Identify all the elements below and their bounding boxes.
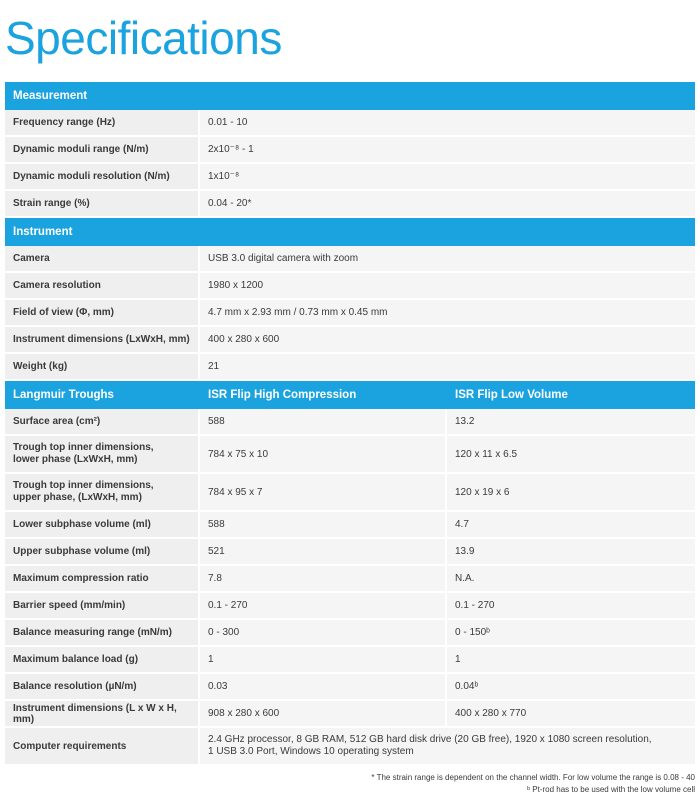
section-header-troughs [5, 381, 695, 409]
table-row [5, 620, 695, 647]
table-row [5, 539, 695, 566]
table-row [5, 191, 695, 218]
row-label: Strain range (%) [5, 191, 200, 216]
row-value-high-compression: 0 - 300 [200, 620, 447, 645]
section-title: Measurement [13, 90, 88, 102]
row-value-high-compression: 784 x 75 x 10 [200, 436, 447, 472]
table-row [5, 436, 695, 474]
row-value-high-compression: 0.03 [200, 674, 447, 699]
row-label: Maximum compression ratio [5, 566, 200, 591]
table-row [5, 273, 695, 300]
row-value: USB 3.0 digital camera with zoom [200, 246, 695, 271]
row-value-high-compression: 588 [200, 512, 447, 537]
column-header-high-compression: ISR Flip High Compression [208, 389, 357, 401]
table-row [5, 728, 695, 766]
row-value: 2x10⁻⁸ - 1 [200, 137, 695, 162]
row-value-low-volume: 120 x 11 x 6.5 [447, 436, 695, 472]
row-value-high-compression: 784 x 95 x 7 [200, 474, 447, 510]
table-row [5, 354, 695, 381]
table-row [5, 409, 695, 436]
row-value: 1x10⁻⁸ [200, 164, 695, 189]
table-row [5, 164, 695, 191]
row-value-high-compression: 7.8 [200, 566, 447, 591]
table-row [5, 593, 695, 620]
row-value: 2.4 GHz processor, 8 GB RAM, 512 GB hard disk drive (20 GB free), 1920 x 1080 screen resolution, 1 USB 3.0 Port, Windows 10 operating system [200, 728, 695, 764]
specifications-table [5, 82, 695, 766]
table-row [5, 137, 695, 164]
footnote-strain-range: * The strain range is dependent on the channel width. For low volume the range is 0.08 - 40 [371, 773, 695, 782]
row-label: Dynamic moduli range (N/m) [5, 137, 200, 162]
row-label: Trough top inner dimensions, lower phase (LxWxH, mm) [5, 436, 200, 472]
row-value-low-volume: 0 - 150ᵇ [447, 620, 695, 645]
section-header-measurement [5, 82, 695, 110]
row-value-low-volume: 120 x 19 x 6 [447, 474, 695, 510]
table-row [5, 327, 695, 354]
row-value: 21 [200, 354, 695, 379]
row-value-high-compression: 588 [200, 409, 447, 434]
row-value-low-volume: 400 x 280 x 770 [447, 701, 695, 726]
row-label: Balance resolution (µN/m) [5, 674, 200, 699]
row-label: Lower subphase volume (ml) [5, 512, 200, 537]
column-header-low-volume: ISR Flip Low Volume [455, 389, 568, 401]
row-label: Surface area (cm²) [5, 409, 200, 434]
row-value: 0.04 - 20* [200, 191, 695, 216]
table-row [5, 512, 695, 539]
row-label: Instrument dimensions (L x W x H, mm) [5, 701, 200, 726]
row-value-low-volume: N.A. [447, 566, 695, 591]
page-title: Specifications [5, 12, 282, 64]
row-label: Frequency range (Hz) [5, 110, 200, 135]
row-label: Barrier speed (mm/min) [5, 593, 200, 618]
row-value: 4.7 mm x 2.93 mm / 0.73 mm x 0.45 mm [200, 300, 695, 325]
row-value-high-compression: 1 [200, 647, 447, 672]
section-header-instrument [5, 218, 695, 246]
table-row [5, 566, 695, 593]
row-value-low-volume: 0.04ᵇ [447, 674, 695, 699]
row-value-high-compression: 0.1 - 270 [200, 593, 447, 618]
row-label: Balance measuring range (mN/m) [5, 620, 200, 645]
row-label: Camera [5, 246, 200, 271]
table-row [5, 110, 695, 137]
row-value-high-compression: 521 [200, 539, 447, 564]
row-value-low-volume: 4.7 [447, 512, 695, 537]
row-value: 400 x 280 x 600 [200, 327, 695, 352]
row-label: Trough top inner dimensions, upper phase, (LxWxH, mm) [5, 474, 200, 510]
row-label: Camera resolution [5, 273, 200, 298]
section-title: Instrument [13, 226, 73, 238]
row-label: Dynamic moduli resolution (N/m) [5, 164, 200, 189]
row-label: Field of view (Φ, mm) [5, 300, 200, 325]
table-row [5, 674, 695, 701]
table-row [5, 474, 695, 512]
row-value-low-volume: 13.2 [447, 409, 695, 434]
table-row [5, 246, 695, 273]
table-row [5, 701, 695, 728]
row-label: Instrument dimensions (LxWxH, mm) [5, 327, 200, 352]
footnote-pt-rod: ᵇ Pt-rod has to be used with the low volume cell [527, 785, 695, 794]
row-value-low-volume: 0.1 - 270 [447, 593, 695, 618]
row-label: Maximum balance load (g) [5, 647, 200, 672]
row-label: Weight (kg) [5, 354, 200, 379]
row-value-low-volume: 1 [447, 647, 695, 672]
table-row [5, 300, 695, 327]
row-value: 1980 x 1200 [200, 273, 695, 298]
row-value-low-volume: 13.9 [447, 539, 695, 564]
section-title: Langmuir Troughs [13, 389, 114, 401]
row-value-high-compression: 908 x 280 x 600 [200, 701, 447, 726]
table-row [5, 647, 695, 674]
row-label: Upper subphase volume (ml) [5, 539, 200, 564]
row-value: 0.01 - 10 [200, 110, 695, 135]
row-label: Computer requirements [5, 728, 200, 764]
